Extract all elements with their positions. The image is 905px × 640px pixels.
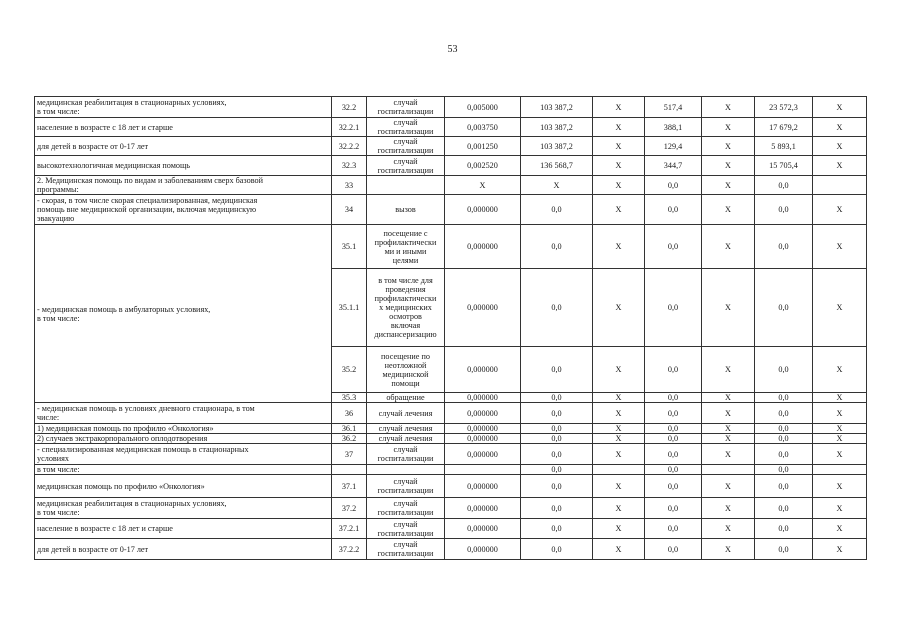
row-value-cell: 0,0	[645, 498, 702, 519]
row-name-cell: - специализированная медицинская помощь в стационарных условиях	[35, 444, 332, 465]
table-row	[35, 539, 867, 560]
row-unit-cell: случай госпитализации	[367, 539, 445, 560]
row-value-cell: X	[813, 195, 867, 225]
row-value-cell: X	[813, 403, 867, 424]
row-unit-cell: случай лечения	[367, 434, 445, 444]
row-value-cell: X	[702, 97, 755, 118]
row-value-cell: 0,000000	[445, 195, 521, 225]
row-value-cell: 0,0	[645, 225, 702, 269]
row-value-cell: X	[593, 539, 645, 560]
row-value-cell: X	[702, 519, 755, 539]
row-value-cell: X	[593, 444, 645, 465]
row-value-cell	[813, 465, 867, 475]
row-value-cell: X	[702, 118, 755, 137]
row-value-cell: 0,0	[755, 195, 813, 225]
row-value-cell: X	[593, 118, 645, 137]
row-unit-cell: посещение с профилактически ми и иными целями	[367, 225, 445, 269]
row-name-cell: для детей в возрасте от 0-17 лет	[35, 539, 332, 560]
row-value-cell: X	[702, 195, 755, 225]
row-value-cell: X	[702, 137, 755, 156]
table-row	[35, 97, 867, 118]
row-value-cell: 103 387,2	[521, 97, 593, 118]
row-code-cell: 32.2.2	[332, 137, 367, 156]
row-name-cell: медицинская реабилитация в стационарных условиях, в том числе:	[35, 498, 332, 519]
row-name-cell: в том числе:	[35, 465, 332, 475]
row-value-cell: 17 679,2	[755, 118, 813, 137]
row-value-cell: X	[813, 539, 867, 560]
row-value-cell: 103 387,2	[521, 118, 593, 137]
table-row	[35, 195, 867, 225]
table-row	[35, 475, 867, 498]
row-value-cell: X	[593, 434, 645, 444]
row-value-cell: X	[702, 475, 755, 498]
row-unit-cell: случай госпитализации	[367, 444, 445, 465]
row-value-cell: X	[813, 347, 867, 393]
row-value-cell: 0,0	[645, 403, 702, 424]
row-value-cell: X	[702, 403, 755, 424]
row-value-cell: X	[702, 434, 755, 444]
row-unit-cell: обращение	[367, 393, 445, 403]
row-value-cell: 0,0	[521, 475, 593, 498]
table-row	[35, 176, 867, 195]
row-value-cell: 0,000000	[445, 475, 521, 498]
row-value-cell: 0,0	[645, 176, 702, 195]
row-name-cell: - скорая, в том числе скорая специализированная, медицинская помощь вне медицинской организации, включая медицинскую эвакуацию	[35, 195, 332, 225]
row-code-cell: 32.3	[332, 156, 367, 176]
row-value-cell	[813, 176, 867, 195]
row-value-cell: X	[702, 539, 755, 560]
row-value-cell: X	[593, 498, 645, 519]
row-value-cell: 0,000000	[445, 444, 521, 465]
row-value-cell: X	[702, 393, 755, 403]
row-unit-cell: случай госпитализации	[367, 519, 445, 539]
row-code-cell: 37.2	[332, 498, 367, 519]
table-row	[35, 137, 867, 156]
row-value-cell: 0,0	[755, 403, 813, 424]
row-value-cell	[702, 465, 755, 475]
row-value-cell	[445, 465, 521, 475]
row-value-cell: 0,0	[645, 393, 702, 403]
row-code-cell: 35.1.1	[332, 269, 367, 347]
row-name-cell: - медицинская помощь в условиях дневного стационара, в том числе:	[35, 403, 332, 424]
table-row	[35, 118, 867, 137]
row-value-cell: 0,0	[521, 434, 593, 444]
row-unit-cell	[367, 465, 445, 475]
row-value-cell: X	[593, 195, 645, 225]
row-unit-cell: случай госпитализации	[367, 475, 445, 498]
row-value-cell: 0,0	[755, 519, 813, 539]
row-value-cell: 0,0	[755, 444, 813, 465]
row-value-cell: 0,000000	[445, 403, 521, 424]
row-code-cell: 32.2.1	[332, 118, 367, 137]
table-row	[35, 424, 867, 434]
row-value-cell: 0,0	[755, 465, 813, 475]
row-value-cell: 15 705,4	[755, 156, 813, 176]
row-value-cell: X	[593, 475, 645, 498]
row-unit-cell: случай госпитализации	[367, 498, 445, 519]
row-value-cell: 0,000000	[445, 539, 521, 560]
row-value-cell: 136 568,7	[521, 156, 593, 176]
row-value-cell: X	[702, 225, 755, 269]
row-name-cell: население в возрасте с 18 лет и старше	[35, 519, 332, 539]
row-code-cell: 36	[332, 403, 367, 424]
row-value-cell: 0,003750	[445, 118, 521, 137]
row-unit-cell: случай госпитализации	[367, 137, 445, 156]
row-value-cell: 0,0	[521, 269, 593, 347]
row-value-cell: 0,0	[755, 393, 813, 403]
row-value-cell: X	[813, 444, 867, 465]
row-value-cell: X	[445, 176, 521, 195]
row-value-cell: 0,0	[521, 195, 593, 225]
row-code-cell: 32.2	[332, 97, 367, 118]
row-value-cell: X	[702, 498, 755, 519]
row-code-cell: 37.1	[332, 475, 367, 498]
row-value-cell: 0,000000	[445, 225, 521, 269]
row-value-cell: X	[702, 347, 755, 393]
row-value-cell: 517,4	[645, 97, 702, 118]
row-value-cell: 0,0	[521, 347, 593, 393]
row-name-cell: для детей в возрасте от 0-17 лет	[35, 137, 332, 156]
table-body	[35, 97, 867, 560]
row-value-cell: X	[593, 97, 645, 118]
row-value-cell: 0,000000	[445, 347, 521, 393]
row-value-cell: 0,000000	[445, 498, 521, 519]
row-unit-cell: случай госпитализации	[367, 97, 445, 118]
row-value-cell: 5 893,1	[755, 137, 813, 156]
row-unit-cell: случай лечения	[367, 403, 445, 424]
row-value-cell: X	[702, 176, 755, 195]
row-value-cell: 0,000000	[445, 434, 521, 444]
row-value-cell: 0,0	[521, 539, 593, 560]
row-code-cell: 33	[332, 176, 367, 195]
row-value-cell: X	[813, 519, 867, 539]
row-code-cell: 36.2	[332, 434, 367, 444]
row-value-cell: X	[702, 156, 755, 176]
row-value-cell: X	[813, 498, 867, 519]
row-value-cell: 0,0	[521, 444, 593, 465]
row-value-cell: 0,0	[645, 475, 702, 498]
data-table	[34, 96, 867, 560]
row-value-cell: 0,0	[755, 434, 813, 444]
table-row	[35, 498, 867, 519]
row-value-cell: 0,0	[645, 347, 702, 393]
row-unit-cell: в том числе для проведения профилактически х медицинских осмотров включая диспансеризацию	[367, 269, 445, 347]
row-code-cell: 37.2.1	[332, 519, 367, 539]
row-value-cell: X	[593, 403, 645, 424]
row-value-cell: X	[813, 156, 867, 176]
row-unit-cell: случай госпитализации	[367, 118, 445, 137]
row-value-cell: 0,0	[755, 475, 813, 498]
row-value-cell: X	[593, 269, 645, 347]
row-unit-cell: посещение по неотложной медицинской помощи	[367, 347, 445, 393]
row-name-cell: - медицинская помощь в амбулаторных условиях, в том числе:	[35, 225, 332, 403]
row-value-cell: X	[702, 424, 755, 434]
row-value-cell: X	[702, 269, 755, 347]
row-value-cell: 0,0	[521, 225, 593, 269]
row-unit-cell	[367, 176, 445, 195]
row-code-cell	[332, 465, 367, 475]
row-value-cell: 0,0	[521, 519, 593, 539]
row-value-cell	[593, 465, 645, 475]
row-value-cell: X	[593, 347, 645, 393]
row-name-cell: высокотехнологичная медицинская помощь	[35, 156, 332, 176]
table-row	[35, 444, 867, 465]
table-row	[35, 434, 867, 444]
row-value-cell: X	[813, 118, 867, 137]
row-value-cell: 388,1	[645, 118, 702, 137]
row-code-cell: 37	[332, 444, 367, 465]
row-value-cell: 0,001250	[445, 137, 521, 156]
row-value-cell: 0,0	[645, 465, 702, 475]
table-row	[35, 465, 867, 475]
row-value-cell: X	[521, 176, 593, 195]
row-code-cell: 35.3	[332, 393, 367, 403]
row-value-cell: X	[813, 424, 867, 434]
row-value-cell: X	[813, 269, 867, 347]
row-code-cell: 35.2	[332, 347, 367, 393]
row-value-cell: 0,0	[755, 176, 813, 195]
row-value-cell: 0,0	[645, 444, 702, 465]
row-value-cell: X	[813, 475, 867, 498]
row-value-cell: 0,0	[755, 498, 813, 519]
row-value-cell: X	[593, 519, 645, 539]
row-value-cell: 0,0	[755, 269, 813, 347]
row-value-cell: X	[593, 393, 645, 403]
table-row	[35, 225, 867, 269]
row-value-cell: X	[593, 225, 645, 269]
page-number: 53	[447, 44, 458, 55]
row-name-cell: медицинская помощь по профилю «Онкология»	[35, 475, 332, 498]
table-row	[35, 156, 867, 176]
row-name-cell: 2. Медицинская помощь по видам и заболеваниям сверх базовой программы:	[35, 176, 332, 195]
row-value-cell: 0,002520	[445, 156, 521, 176]
row-unit-cell: случай госпитализации	[367, 156, 445, 176]
row-value-cell: X	[813, 434, 867, 444]
row-value-cell: 0,0	[755, 424, 813, 434]
row-value-cell: 0,000000	[445, 393, 521, 403]
row-code-cell: 35.1	[332, 225, 367, 269]
row-value-cell: 0,0	[755, 347, 813, 393]
row-code-cell: 34	[332, 195, 367, 225]
row-value-cell: X	[593, 176, 645, 195]
row-value-cell: 0,0	[521, 465, 593, 475]
row-value-cell: X	[813, 137, 867, 156]
row-unit-cell: случай лечения	[367, 424, 445, 434]
row-value-cell: X	[813, 225, 867, 269]
row-value-cell: 0,0	[645, 539, 702, 560]
row-value-cell: X	[593, 137, 645, 156]
row-value-cell: 0,0	[521, 424, 593, 434]
row-value-cell: 0,000000	[445, 519, 521, 539]
row-value-cell: X	[593, 156, 645, 176]
row-value-cell: 0,0	[645, 269, 702, 347]
table-row	[35, 403, 867, 424]
row-name-cell: 1) медицинская помощь по профилю «Онкология»	[35, 424, 332, 434]
table-row	[35, 519, 867, 539]
row-value-cell: 0,0	[521, 393, 593, 403]
row-value-cell: 0,0	[521, 403, 593, 424]
row-value-cell: 0,0	[645, 424, 702, 434]
row-value-cell: X	[813, 97, 867, 118]
row-value-cell: 344,7	[645, 156, 702, 176]
row-value-cell: 0,0	[755, 539, 813, 560]
row-name-cell: медицинская реабилитация в стационарных условиях, в том числе:	[35, 97, 332, 118]
row-name-cell: 2) случаев экстракорпорального оплодотворения	[35, 434, 332, 444]
row-value-cell: 103 387,2	[521, 137, 593, 156]
row-value-cell: X	[702, 444, 755, 465]
row-value-cell: 0,0	[645, 519, 702, 539]
row-value-cell: 0,000000	[445, 424, 521, 434]
row-value-cell: 0,0	[521, 498, 593, 519]
row-value-cell: 0,0	[755, 225, 813, 269]
row-code-cell: 36.1	[332, 424, 367, 434]
row-unit-cell: вызов	[367, 195, 445, 225]
row-value-cell: 129,4	[645, 137, 702, 156]
row-value-cell: 0,000000	[445, 269, 521, 347]
row-value-cell: 0,0	[645, 434, 702, 444]
row-name-cell: население в возрасте с 18 лет и старше	[35, 118, 332, 137]
row-value-cell: 0,005000	[445, 97, 521, 118]
row-value-cell: X	[813, 393, 867, 403]
row-value-cell: 0,0	[645, 195, 702, 225]
row-value-cell: 23 572,3	[755, 97, 813, 118]
row-value-cell: X	[593, 424, 645, 434]
row-code-cell: 37.2.2	[332, 539, 367, 560]
